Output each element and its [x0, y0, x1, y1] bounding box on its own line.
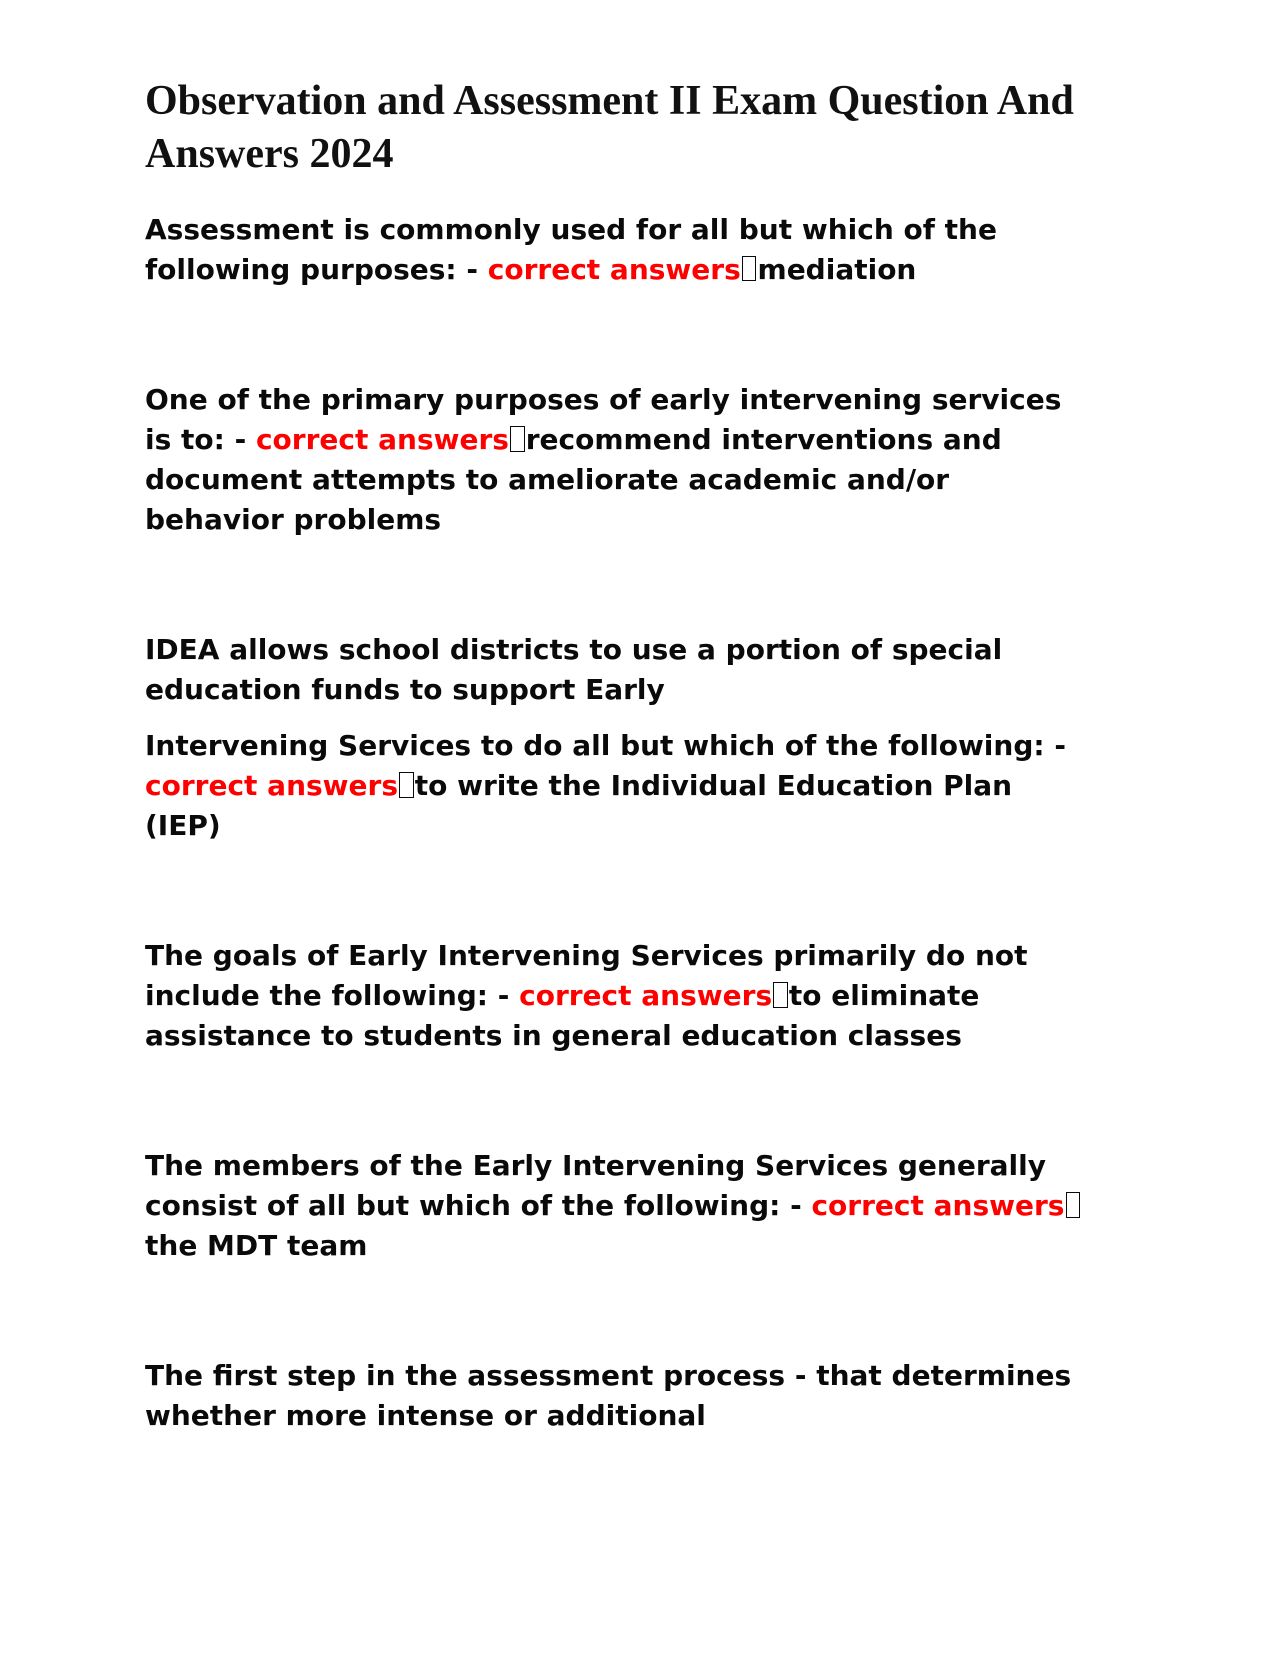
qa-paragraph	[145, 936, 1085, 1056]
qa-paragraph	[145, 380, 1085, 540]
qa-paragraph	[145, 630, 1085, 710]
question-text: IDEA allows school districts to use a portion of special education funds to support Early	[145, 632, 1003, 706]
missing-glyph-box	[742, 256, 757, 282]
question-text: The first step in the assessment process - that determines whether more intense or additional	[145, 1359, 1072, 1433]
answer-text: to write the Individual Education Plan (IEP)	[145, 768, 1013, 842]
document-title: Observation and Assessment II Exam Question And Answers 2024	[145, 78, 1074, 178]
correct-answers-marker: correct answers	[811, 1189, 1065, 1223]
missing-glyph-box	[510, 426, 525, 452]
correct-answers-marker: correct answers	[519, 979, 773, 1013]
question-text: The members of the Early Intervening Services generally consist of all but which of the following: -	[145, 1149, 1046, 1223]
question-text: One of the primary purposes of early intervening services is to: -	[145, 382, 1062, 456]
correct-answers-marker: correct answers	[145, 768, 398, 802]
missing-glyph-box	[773, 982, 788, 1008]
answer-text: recommend interventions and document attempts to ameliorate academic and/or behavior problems	[145, 422, 1002, 536]
document-body	[145, 210, 1085, 1437]
qa-paragraph	[145, 1356, 1085, 1436]
question-text: Intervening Services to do all but which of the following: -	[145, 728, 1066, 762]
qa-paragraph	[145, 210, 1085, 290]
question-text: Assessment is commonly used for all but which of the following purposes: -	[145, 212, 997, 286]
answer-text: to eliminate assistance to students in general education classes	[145, 979, 980, 1053]
missing-glyph-box	[399, 772, 414, 798]
answer-text: mediation	[757, 252, 917, 286]
correct-answers-marker: correct answers	[255, 422, 509, 456]
answer-text: the MDT team	[145, 1229, 368, 1263]
correct-answers-marker: correct answers	[487, 252, 741, 286]
qa-paragraph	[145, 726, 1085, 846]
missing-glyph-box	[1066, 1192, 1081, 1218]
qa-paragraph	[145, 1146, 1085, 1266]
question-text: The goals of Early Intervening Services primarily do not include the following: -	[145, 939, 1028, 1013]
